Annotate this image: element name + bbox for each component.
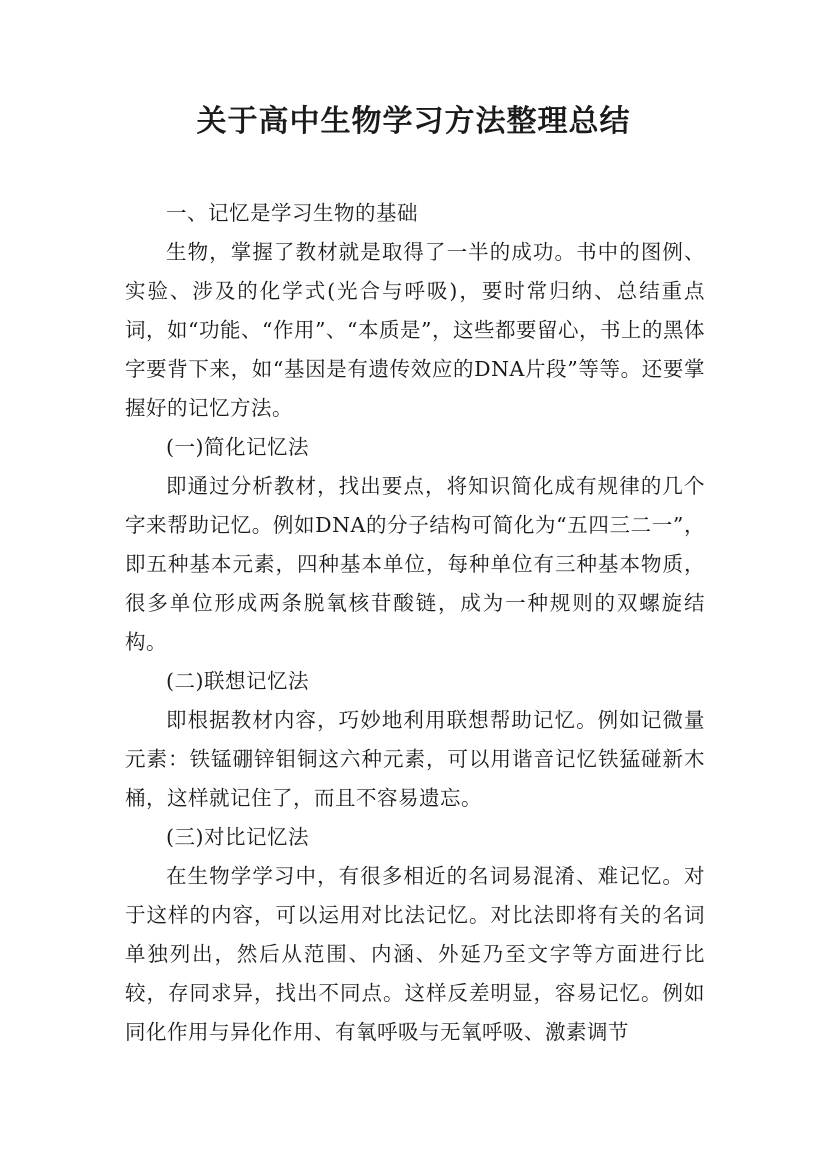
subsection-heading: (二)联想记忆法 [166, 669, 309, 693]
paragraph: 生物，掌握了教材就是取得了一半的成功。书中的图例、实验、涉及的化学式(光合与呼吸)，要时常归纳、总结重点词，如“功能、“作用”、“本质是”，这些都要留心，书上的黑体字要背下来，如“基因是有遗传效应的DNA片段”等等。还要掌握好的记忆方法。 [125, 240, 705, 420]
paragraph: 在生物学学习中，有很多相近的名词易混淆、难记忆。对于这样的内容，可以运用对比法记忆。对比法即将有关的名词单独列出，然后从范围、内涵、外延乃至文字等方面进行比较，存同求异，找出不同点。这样反差明显，容易记忆。例如同化作用与异化作用、有氧呼吸与无氧呼吸、激素调节 [125, 864, 705, 1044]
subsection-heading: (三)对比记忆法 [166, 825, 309, 849]
subsection-heading: (一)简化记忆法 [166, 435, 309, 459]
paragraph: 即根据教材内容，巧妙地利用联想帮助记忆。例如记微量元素：铁锰硼锌钼铜这六种元素，可以用谐音记忆铁猛碰新木桶，这样就记住了，而且不容易遗忘。 [125, 708, 705, 810]
paragraph: 即通过分析教材，找出要点，将知识简化成有规律的几个字来帮助记忆。例如DNA的分子结构可简化为“五四三二一”，即五种基本元素，四种基本单位，每种单位有三种基本物质，很多单位形成两条脱氧核苷酸链，成为一种规则的双螺旋结构。 [125, 474, 705, 654]
section-heading: 一、记忆是学习生物的基础 [166, 201, 418, 225]
document-title: 关于高中生物学习方法整理总结 [196, 104, 631, 139]
document-body [125, 194, 705, 1052]
